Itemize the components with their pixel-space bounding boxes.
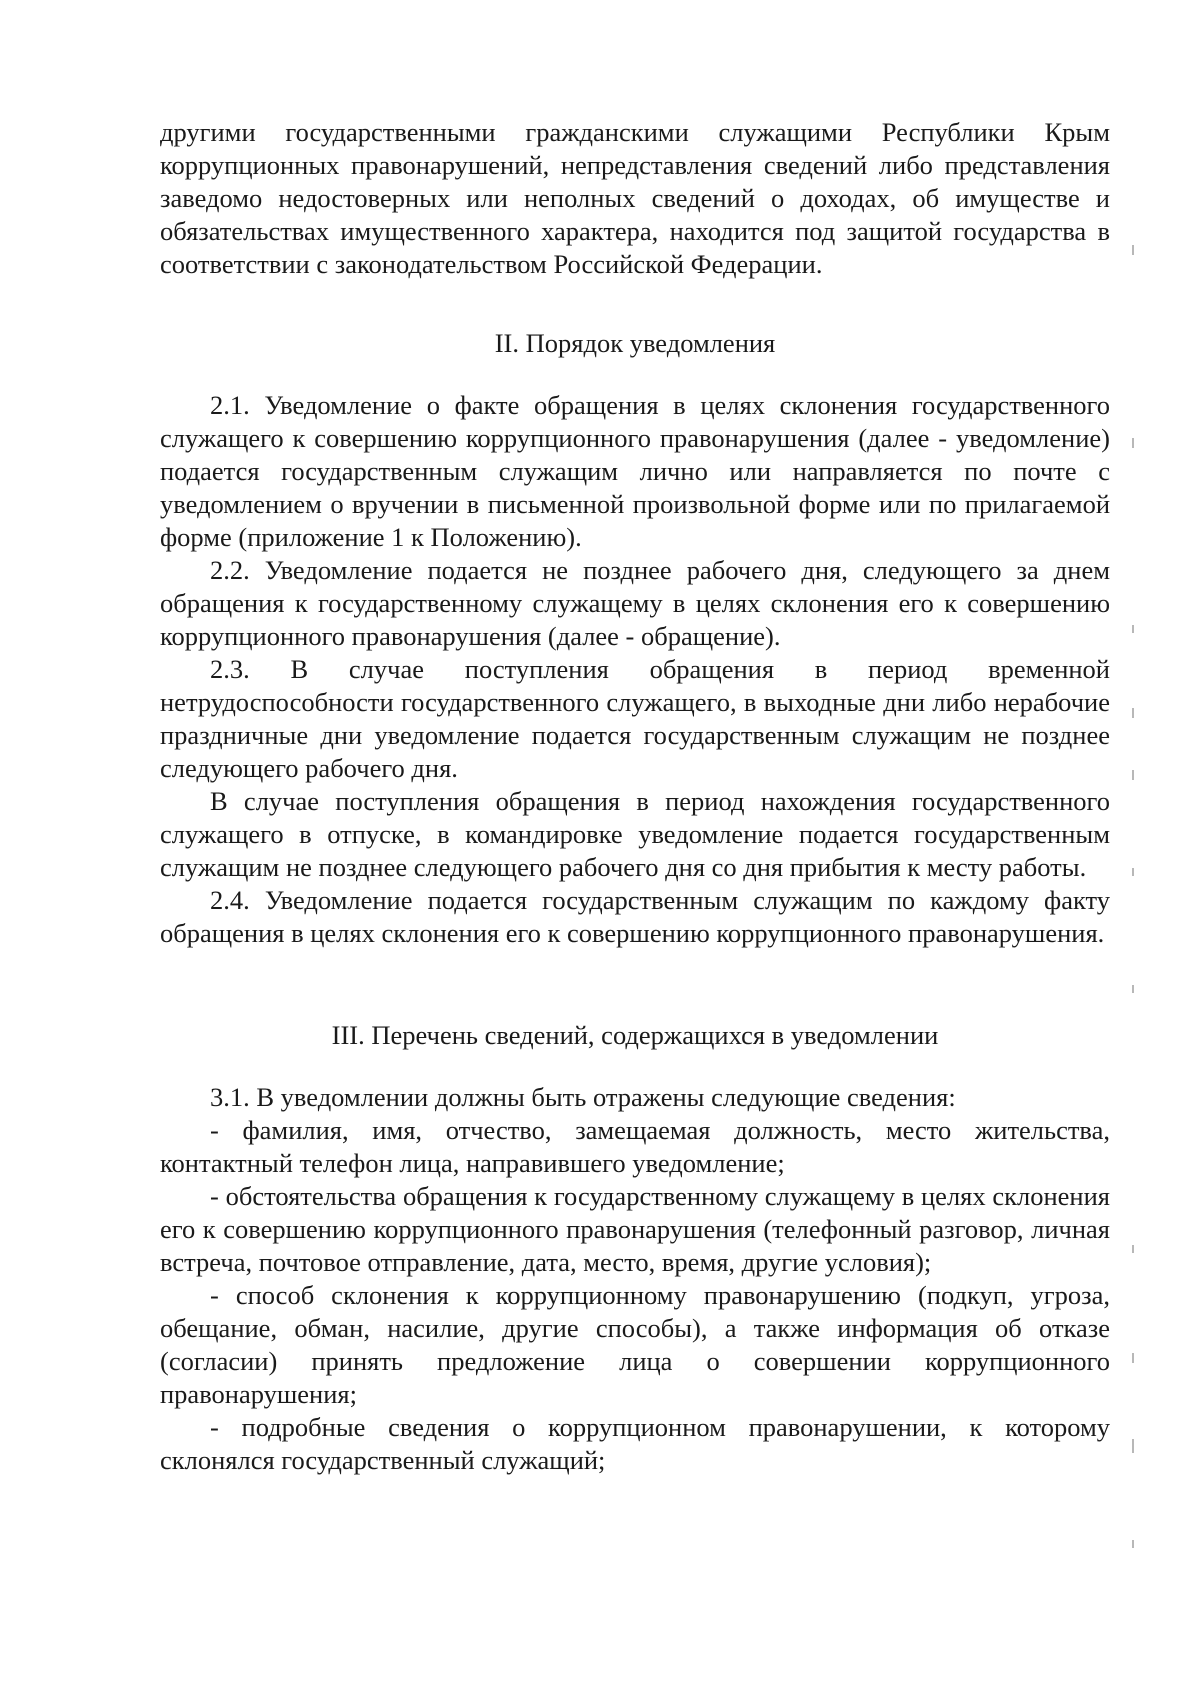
list-item: - обстоятельства обращения к государственному служащему в целях склонения его к совершению коррупционного правонарушения (телефонный разговор, личная встреча, почтовое отправление, дата, место, время, другие условия); (160, 1181, 1110, 1277)
scan-artifact (1132, 625, 1134, 633)
paragraph-2-1: 2.1. Уведомление о факте обращения в целях склонения государственного служащего к совершению коррупционного правонарушения (далее - уведомление) подается государственным служащим лично или направляется по почте с уведомлением о вручении в письменной произвольной форме или по прилагаемой форме (приложение 1 к Положению). (160, 390, 1110, 552)
scan-artifact (1132, 708, 1134, 718)
details-list (160, 1114, 1110, 1477)
paragraph-2-3-continued: В случае поступления обращения в период нахождения государственного служащего в отпуске, в командировке уведомление подается государственным служащим не позднее следующего рабочего дня со дня прибытия к месту работы. (160, 786, 1110, 882)
scan-artifact (1132, 770, 1134, 780)
section-2-body (160, 389, 1110, 950)
list-item: - способ склонения к коррупционному правонарушению (подкуп, угроза, обещание, обман, насилие, другие способы), а также информация об отказе (согласии) принять предложение лица о совершении коррупционного правонарушения; (160, 1280, 1110, 1409)
list-item: - фамилия, имя, отчество, замещаемая должность, место жительства, контактный телефон лица, направившего уведомление; (160, 1115, 1110, 1178)
intro-paragraph: другими государственными гражданскими служащими Республики Крым коррупционных правонарушений, непредставления сведений либо представления заведомо недостоверных или неполных сведений о доходах, об имуществе и обязательствах имущественного характера, находится под защитой государства в соответствии с законодательством Российской Федерации. (160, 117, 1110, 279)
scan-artifact (1132, 1439, 1134, 1453)
section-3-heading: III. Перечень сведений, содержащихся в уведомлении (331, 1020, 939, 1050)
paragraph-2-4: 2.4. Уведомление подается государственным служащим по каждому факту обращения в целях склонения его к совершению коррупционного правонарушения. (160, 885, 1110, 948)
scan-artifact (1132, 1540, 1134, 1548)
list-item: - подробные сведения о коррупционном правонарушении, к которому склонялся государственный служащий; (160, 1412, 1110, 1475)
paragraph-2-2: 2.2. Уведомление подается не позднее рабочего дня, следующего за днем обращения к государственному служащему в целях склонения его к совершению коррупционного правонарушения (далее - обращение). (160, 555, 1110, 651)
section-2-heading-block (160, 327, 1110, 360)
scan-artifact (1132, 868, 1134, 876)
intro-paragraph-block (160, 116, 1110, 281)
scan-artifact (1132, 245, 1134, 255)
section-2-heading: II. Порядок уведомления (494, 328, 776, 358)
scan-artifact (1132, 985, 1134, 993)
paragraph-3-1: 3.1. В уведомлении должны быть отражены следующие сведения: (210, 1082, 956, 1112)
section-3-body (160, 1081, 1110, 1477)
scan-artifact (1132, 1245, 1134, 1253)
paragraph-2-3: 2.3. В случае поступления обращения в период временной нетрудоспособности государственного служащего, в выходные дни либо нерабочие праздничные дни уведомление подается государственным служащим не позднее следующего рабочего дня. (160, 654, 1110, 783)
scan-artifact (1132, 438, 1134, 448)
scan-artifact (1132, 1353, 1134, 1363)
section-3-heading-block (160, 1019, 1110, 1052)
